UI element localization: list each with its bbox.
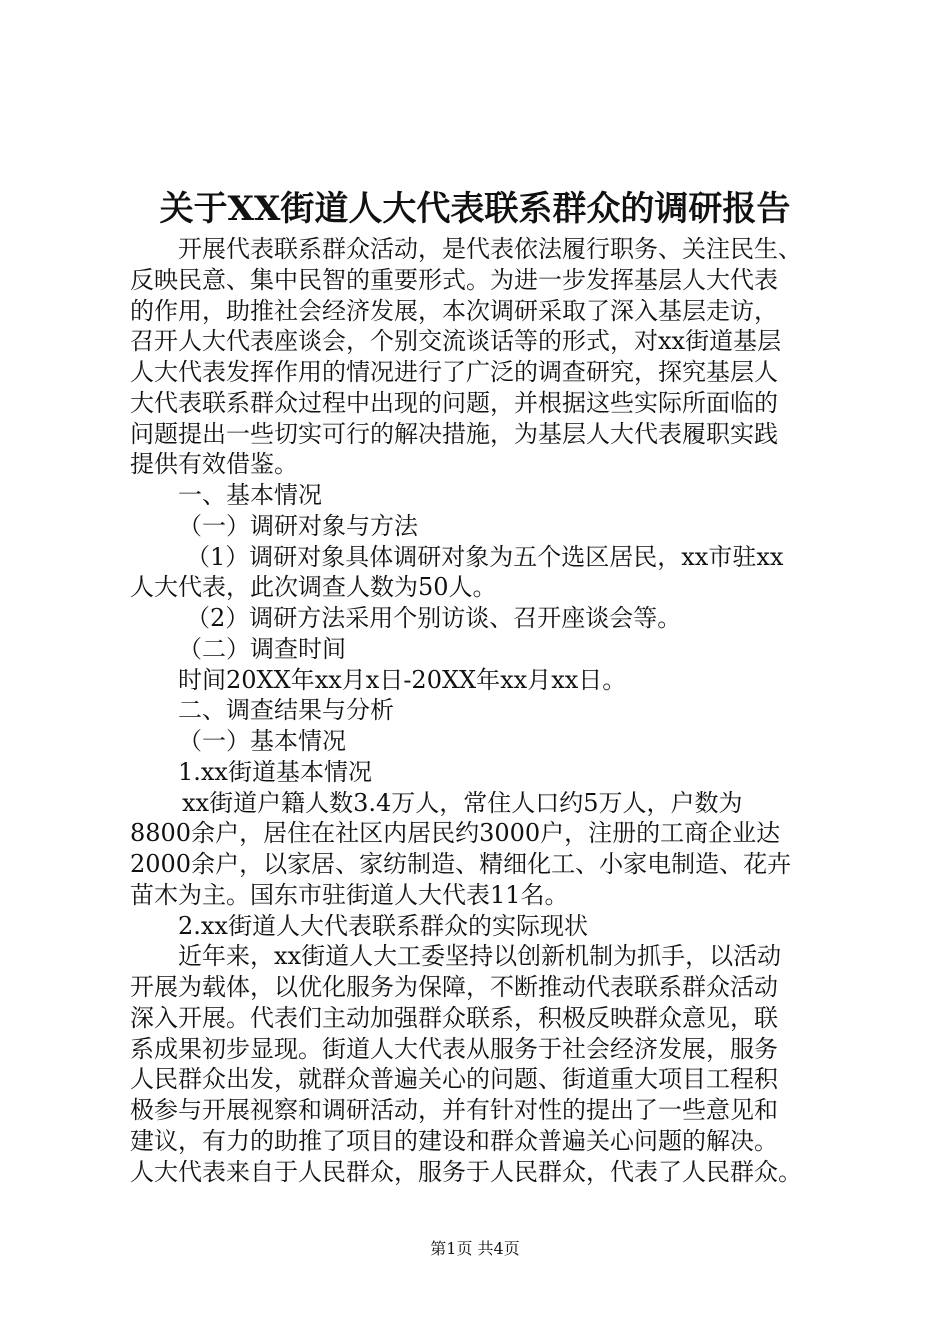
paragraph-line: 召开人大代表座谈会，个别交流谈话等的形式，对xx街道基层 <box>130 327 782 356</box>
paragraph-line: 人大代表来自于人民群众，服务于人民群众，代表了人民群众。 <box>130 1157 802 1186</box>
document-body <box>130 234 830 1187</box>
paragraph-line: 的作用，助推社会经济发展，本次调研采取了深入基层走访， <box>130 296 778 325</box>
section-heading: 二、调查结果与分析 <box>178 696 394 725</box>
paragraph-line: 问题提出一些切实可行的解决措施，为基层人大代表履职实践 <box>130 419 778 448</box>
paragraph-line: xx街道户籍人数3.4万人，常住人口约5万人，户数为 <box>182 788 743 817</box>
paragraph-line: （2）调研方法采用个别访谈、召开座谈会等。 <box>186 604 682 632</box>
paragraph-line: 建议，有力的助推了项目的建设和群众普遍关心问题的解决。 <box>130 1126 778 1155</box>
paragraph-line: 反映民意、集中民智的重要形式。为进一步发挥基层人大代表 <box>130 265 778 294</box>
paragraph-line: （1）调研对象具体调研对象为五个选区居民，xx市驻xx <box>186 542 784 571</box>
paragraph-line: 开展代表联系群众活动，是代表依法履行职务、关注民生、 <box>178 235 802 263</box>
paragraph-line: 开展为载体，以优化服务为保障，不断推动代表联系群众活动 <box>130 973 778 1001</box>
subsection-heading: 1.xx街道基本情况 <box>178 757 372 786</box>
paragraph-line: 人大代表，此次调查人数为50人。 <box>130 573 497 602</box>
subsection-heading: （一）调研对象与方法 <box>178 511 418 540</box>
page-title: 关于XX街道人大代表联系群众的调研报告 <box>159 189 791 229</box>
paragraph-line: 人民群众出发，就群众普遍关心的问题、街道重大项目工程积 <box>130 1065 778 1094</box>
paragraph-line: 大代表联系群众过程中出现的问题，并根据这些实际所面临的 <box>130 388 778 417</box>
paragraph-line: 苗木为主。国东市驻街道人大代表11名。 <box>130 880 569 909</box>
paragraph-line: 人大代表发挥作用的情况进行了广泛的调查研究，探究基层人 <box>130 358 778 386</box>
paragraph-line: 深入开展。代表们主动加强群众联系，积极反映群众意见，联 <box>130 1003 778 1032</box>
paragraph-line: 系成果初步显现。街道人大代表从服务于社会经济发展，服务 <box>130 1034 778 1063</box>
paragraph-line: 时间20XX年xx月x日-20XX年xx月xx日。 <box>178 665 627 694</box>
paragraph-line: 8800余户，居住在社区内居民约3000户，注册的工商企业达 <box>130 819 781 848</box>
page-footer: 第1页 共4页 <box>430 1239 520 1258</box>
subsection-heading: （一）基本情况 <box>178 727 346 755</box>
section-heading: 一、基本情况 <box>178 481 322 509</box>
paragraph-line: 近年来，xx街道人大工委坚持以创新机制为抓手，以活动 <box>178 942 782 971</box>
paragraph-line: 极参与开展视察和调研活动，并有针对性的提出了一些意见和 <box>130 1096 778 1124</box>
paragraph-line: 提供有效借鉴。 <box>130 450 298 479</box>
subsection-heading: 2.xx街道人大代表联系群众的实际现状 <box>178 911 588 940</box>
subsection-heading: （二）调查时间 <box>178 634 346 663</box>
paragraph-line: 2000余户，以家居、家纺制造、精细化工、小家电制造、花卉 <box>130 850 792 878</box>
